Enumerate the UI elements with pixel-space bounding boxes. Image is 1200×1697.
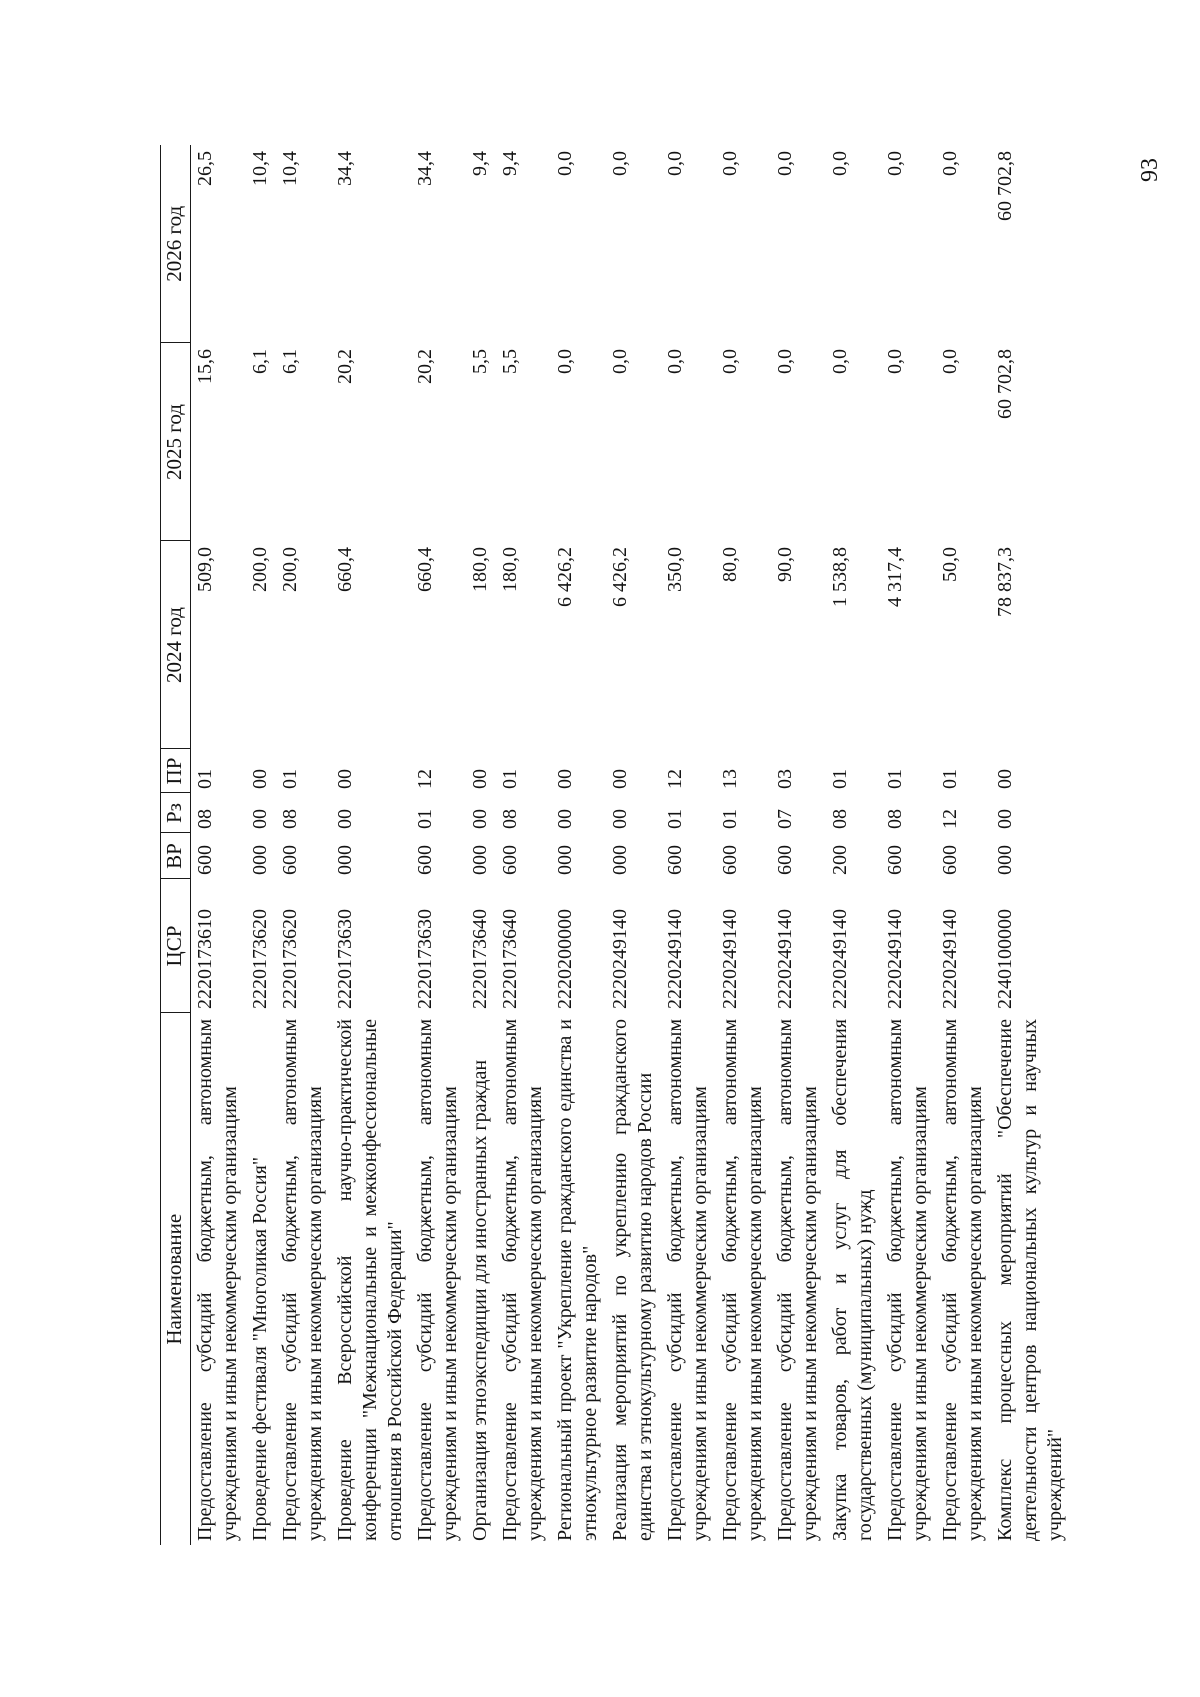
row-vr: 000	[609, 845, 632, 875]
row-vr: 600	[939, 845, 962, 875]
row-name: Предоставление субсидий бюджетным, автономным учреждениям и иным некоммерческим организациям	[279, 1019, 327, 1541]
row-vr: 600	[279, 845, 302, 875]
row-pr: 01	[939, 769, 962, 789]
row-2025: 0,0	[664, 349, 687, 374]
row-2025: 0,0	[554, 349, 577, 374]
row-pr: 12	[664, 769, 687, 789]
row-vr: 600	[499, 845, 522, 875]
row-2025: 15,6	[194, 349, 217, 384]
row-name: Реализация мероприятий по укреплению гражданского единства и этнокультурному развитию народов России	[609, 1019, 657, 1541]
row-2025: 20,2	[334, 349, 357, 384]
table-row	[881, 145, 936, 1545]
row-2025: 5,5	[469, 349, 492, 374]
row-2024: 50,0	[939, 547, 962, 582]
table-row	[716, 145, 771, 1545]
row-name: Предоставление субсидий бюджетным, автономным учреждениям и иным некоммерческим организациям	[664, 1019, 712, 1541]
row-pr: 00	[249, 769, 272, 789]
row-2025: 60 702,8	[994, 349, 1017, 419]
row-2024: 660,4	[414, 547, 437, 592]
row-2026: 9,4	[499, 151, 522, 176]
row-2026: 9,4	[469, 151, 492, 176]
row-2024: 80,0	[719, 547, 742, 582]
row-2024: 200,0	[249, 547, 272, 592]
row-name: Комплекс процессных мероприятий "Обеспечение деятельности центров национальных культур и научных учреждений"	[994, 1019, 1067, 1541]
row-rz: 08	[884, 809, 907, 829]
row-vr: 600	[414, 845, 437, 875]
row-2026: 34,4	[414, 151, 437, 186]
row-2024: 200,0	[279, 547, 302, 592]
table-row	[771, 145, 826, 1545]
row-rz: 00	[994, 809, 1017, 829]
row-2025: 6,1	[279, 349, 302, 374]
row-csr: 2220249140	[774, 909, 797, 1009]
row-rz: 00	[609, 809, 632, 829]
row-name: Закупка товаров, работ и услуг для обеспечения государственных (муниципальных) нужд	[829, 1019, 877, 1541]
budget-table	[160, 145, 1071, 1545]
row-pr: 00	[609, 769, 632, 789]
row-2024: 660,4	[334, 547, 357, 592]
header-row	[160, 145, 191, 1545]
row-name: Предоставление субсидий бюджетным, автономным учреждениям и иным некоммерческим организациям	[719, 1019, 767, 1541]
row-name: Предоставление субсидий бюджетным, автономным учреждениям и иным некоммерческим организациям	[414, 1019, 462, 1541]
row-vr: 600	[884, 845, 907, 875]
row-2024: 1 538,8	[829, 547, 852, 607]
row-2026: 60 702,8	[994, 151, 1017, 221]
header-year-2026: 2026 год	[160, 145, 191, 343]
row-rz: 00	[249, 809, 272, 829]
row-csr: 2220249140	[609, 909, 632, 1009]
row-name: Организация этноэкспедиции для иностранных граждан	[469, 1059, 492, 1541]
row-2026: 10,4	[279, 151, 302, 186]
row-rz: 01	[414, 809, 437, 829]
row-pr: 00	[554, 769, 577, 789]
row-2026: 0,0	[774, 151, 797, 176]
row-rz: 01	[719, 809, 742, 829]
table-row	[826, 145, 881, 1545]
row-rz: 00	[554, 809, 577, 829]
row-csr: 2220173630	[334, 909, 357, 1009]
row-pr: 13	[719, 769, 742, 789]
row-name: Предоставление субсидий бюджетным, автономным учреждениям и иным некоммерческим организациям	[939, 1019, 987, 1541]
rotated-table-wrapper	[160, 145, 1160, 1545]
row-2025: 6,1	[249, 349, 272, 374]
row-2024: 6 426,2	[554, 547, 577, 607]
row-vr: 200	[829, 845, 852, 875]
row-2026: 0,0	[884, 151, 907, 176]
row-vr: 000	[469, 845, 492, 875]
row-pr: 00	[334, 769, 357, 789]
row-csr: 2220249140	[664, 909, 687, 1009]
row-2024: 4 317,4	[884, 547, 907, 607]
row-2026: 0,0	[939, 151, 962, 176]
row-csr: 2220173620	[279, 909, 302, 1009]
row-2026: 0,0	[609, 151, 632, 176]
row-rz: 01	[664, 809, 687, 829]
row-2026: 0,0	[829, 151, 852, 176]
table-row	[661, 145, 716, 1545]
table-row	[191, 145, 247, 1545]
row-csr: 2220200000	[554, 909, 577, 1009]
page-number: 93	[1137, 158, 1163, 182]
row-pr: 00	[469, 769, 492, 789]
table-row	[276, 145, 331, 1545]
row-2025: 0,0	[829, 349, 852, 374]
row-csr: 2220173610	[194, 909, 217, 1009]
row-2026: 10,4	[249, 151, 272, 186]
row-2026: 26,5	[194, 151, 217, 186]
row-2025: 0,0	[884, 349, 907, 374]
row-pr: 01	[499, 769, 522, 789]
row-vr: 600	[664, 845, 687, 875]
table-row	[496, 145, 551, 1545]
header-csr: ЦСР	[160, 879, 191, 1013]
row-rz: 07	[774, 809, 797, 829]
row-rz: 08	[499, 809, 522, 829]
row-vr: 000	[994, 845, 1017, 875]
row-2024: 78 837,3	[994, 547, 1017, 617]
row-name: Региональный проект "Укрепление гражданского единства и этнокультурное развитие народов"	[554, 1019, 602, 1541]
header-year-2025: 2025 год	[160, 343, 191, 541]
table-row	[411, 145, 466, 1545]
row-2024: 90,0	[774, 547, 797, 582]
row-2025: 0,0	[774, 349, 797, 374]
row-2024: 6 426,2	[609, 547, 632, 607]
row-vr: 600	[194, 845, 217, 875]
row-2024: 350,0	[664, 547, 687, 592]
row-rz: 12	[939, 809, 962, 829]
row-2025: 0,0	[719, 349, 742, 374]
row-2024: 180,0	[499, 547, 522, 592]
row-2025: 0,0	[609, 349, 632, 374]
row-2025: 0,0	[939, 349, 962, 374]
row-pr: 03	[774, 769, 797, 789]
table-row	[331, 145, 411, 1545]
row-pr: 00	[994, 769, 1017, 789]
table-row	[991, 145, 1071, 1545]
row-pr: 01	[279, 769, 302, 789]
table-row	[246, 145, 276, 1545]
row-name: Предоставление субсидий бюджетным, автономным учреждениям и иным некоммерческим организациям	[194, 1019, 242, 1541]
row-pr: 12	[414, 769, 437, 789]
row-name: Проведение фестиваля "Многоликая Россия"	[249, 1157, 272, 1541]
table-row	[551, 145, 606, 1545]
table-body	[191, 145, 1072, 1545]
table-row	[466, 145, 496, 1545]
row-name: Предоставление субсидий бюджетным, автономным учреждениям и иным некоммерческим организациям	[884, 1019, 932, 1541]
row-rz: 08	[194, 809, 217, 829]
header-top-rule	[160, 145, 161, 1545]
row-rz: 08	[279, 809, 302, 829]
row-vr: 600	[719, 845, 742, 875]
row-csr: 2220249140	[719, 909, 742, 1009]
row-csr: 2220173630	[414, 909, 437, 1009]
row-csr: 2220249140	[939, 909, 962, 1009]
row-pr: 01	[194, 769, 217, 789]
row-rz: 00	[334, 809, 357, 829]
header-vr: ВР	[160, 833, 191, 879]
row-vr: 000	[334, 845, 357, 875]
row-vr: 000	[554, 845, 577, 875]
row-2024: 509,0	[194, 547, 217, 592]
row-rz: 08	[829, 809, 852, 829]
row-2025: 20,2	[414, 349, 437, 384]
header-pr: ПР	[160, 749, 191, 793]
row-csr: 2240100000	[994, 909, 1017, 1009]
header-rz: Рз	[160, 793, 191, 833]
row-name: Предоставление субсидий бюджетным, автономным учреждениям и иным некоммерческим организациям	[499, 1019, 547, 1541]
row-name: Предоставление субсидий бюджетным, автономным учреждениям и иным некоммерческим организациям	[774, 1019, 822, 1541]
header-year-2024: 2024 год	[160, 541, 191, 749]
row-2026: 0,0	[554, 151, 577, 176]
table-row	[936, 145, 991, 1545]
header-name: Наименование	[160, 1013, 191, 1545]
row-2026: 34,4	[334, 151, 357, 186]
row-vr: 000	[249, 845, 272, 875]
row-name: Проведение Всероссийской научно-практической конференции "Межнациональные и межконфессиональные отношения в Российской Федерации"	[334, 1019, 407, 1541]
row-csr: 2220173640	[499, 909, 522, 1009]
row-vr: 600	[774, 845, 797, 875]
row-pr: 01	[884, 769, 907, 789]
row-csr: 2220249140	[884, 909, 907, 1009]
row-csr: 2220173620	[249, 909, 272, 1009]
row-rz: 00	[469, 809, 492, 829]
table-row	[606, 145, 661, 1545]
row-pr: 01	[829, 769, 852, 789]
row-2025: 5,5	[499, 349, 522, 374]
row-2026: 0,0	[719, 151, 742, 176]
row-csr: 2220249140	[829, 909, 852, 1009]
row-csr: 2220173640	[469, 909, 492, 1009]
row-2026: 0,0	[664, 151, 687, 176]
row-2024: 180,0	[469, 547, 492, 592]
